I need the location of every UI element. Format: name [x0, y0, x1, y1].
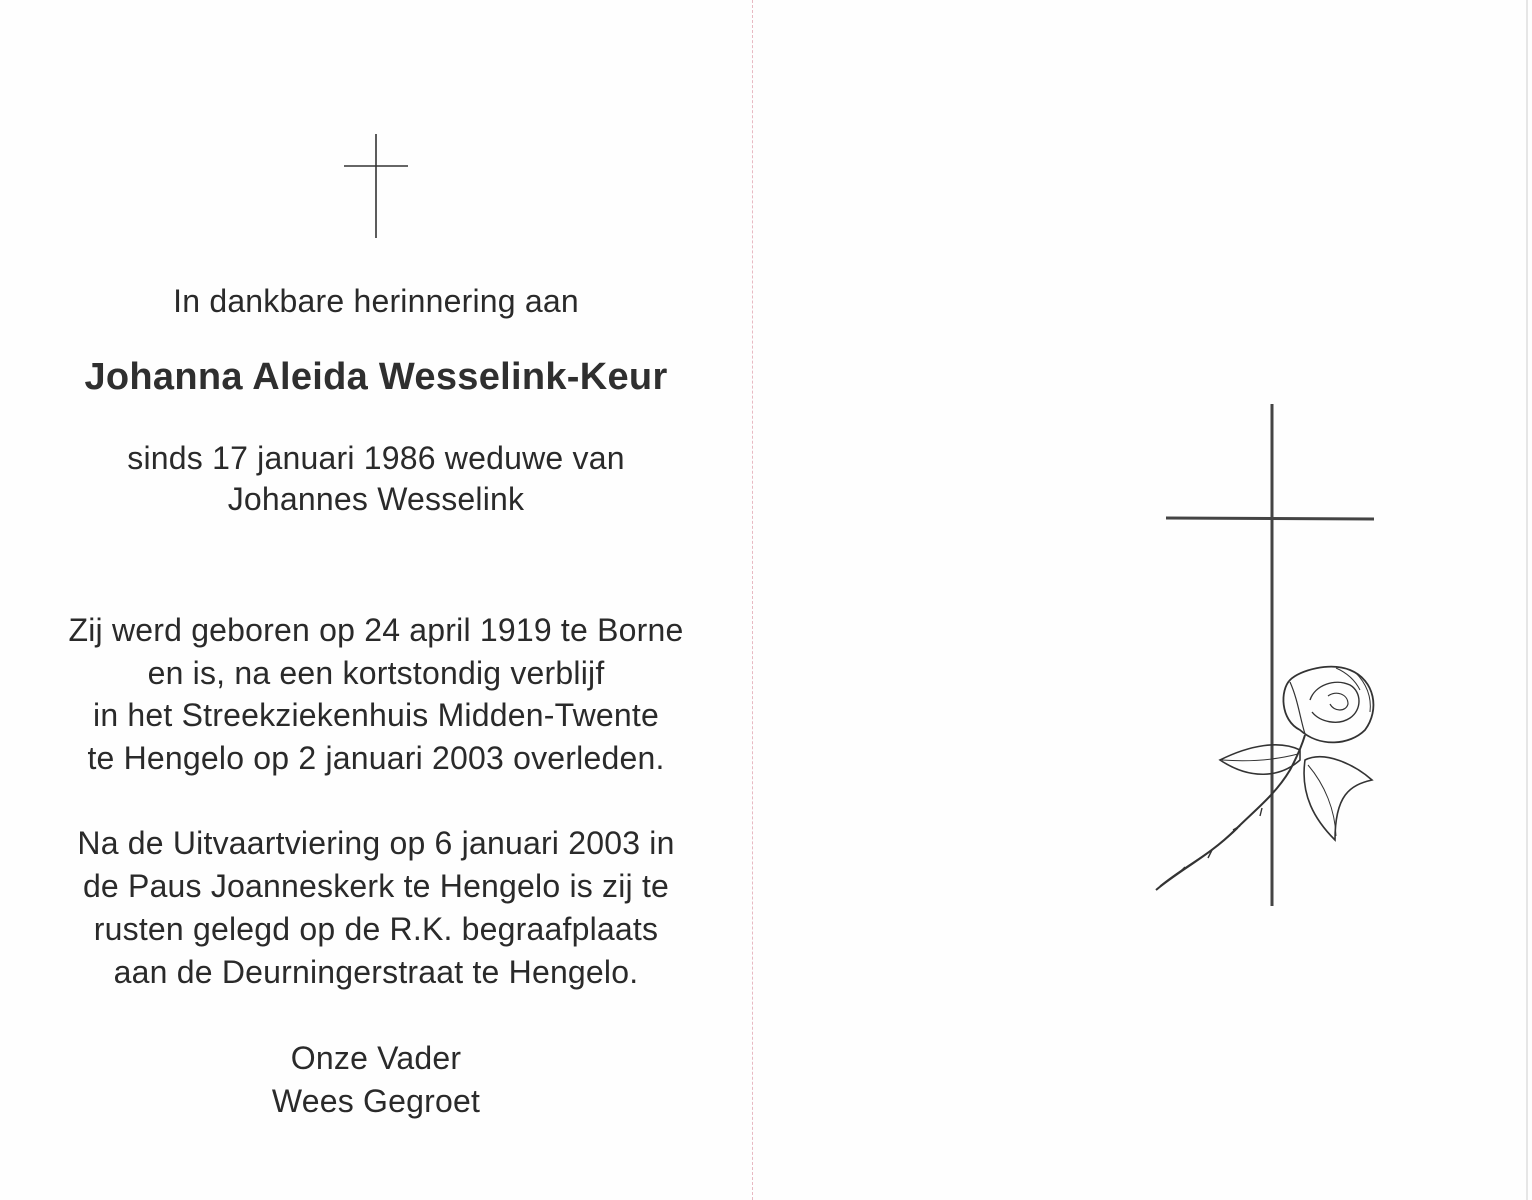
prayer-1: Onze Vader: [290, 1040, 462, 1076]
birth-line-3: in het Streekziekenhuis Midden-Twente: [93, 697, 659, 733]
card-edge: [1526, 0, 1528, 1200]
funeral-line-2: de Paus Joanneskerk te Hengelo is zij te: [82, 868, 670, 904]
birth-line-4: te Hengelo op 2 januari 2003 overleden.: [87, 740, 665, 776]
funeral-line-3: rusten gelegd op de R.K. begraafplaats: [93, 911, 659, 947]
funeral-line-1: Na de Uitvaartviering op 6 januari 2003 in: [77, 825, 675, 861]
birth-line-1: Zij werd geboren op 24 april 1919 te Borne: [68, 612, 684, 648]
prayer-2: Wees Gegroet: [271, 1083, 481, 1119]
widow-line-1: sinds 17 januari 1986 weduwe van: [127, 440, 625, 476]
intro-text: In dankbare herinnering aan: [173, 283, 579, 319]
cross-icon: [340, 132, 412, 242]
left-panel: [0, 0, 752, 1200]
birth-line-2: en is, na een kortstondig verblijf: [147, 655, 605, 691]
deceased-name: Johanna Aleida Wesselink-Keur: [84, 356, 668, 398]
widow-line-2: Johannes Wesselink: [227, 481, 525, 517]
funeral-line-4: aan de Deurningerstraat te Hengelo.: [113, 954, 639, 990]
cross-with-rose-icon: [1140, 400, 1390, 920]
